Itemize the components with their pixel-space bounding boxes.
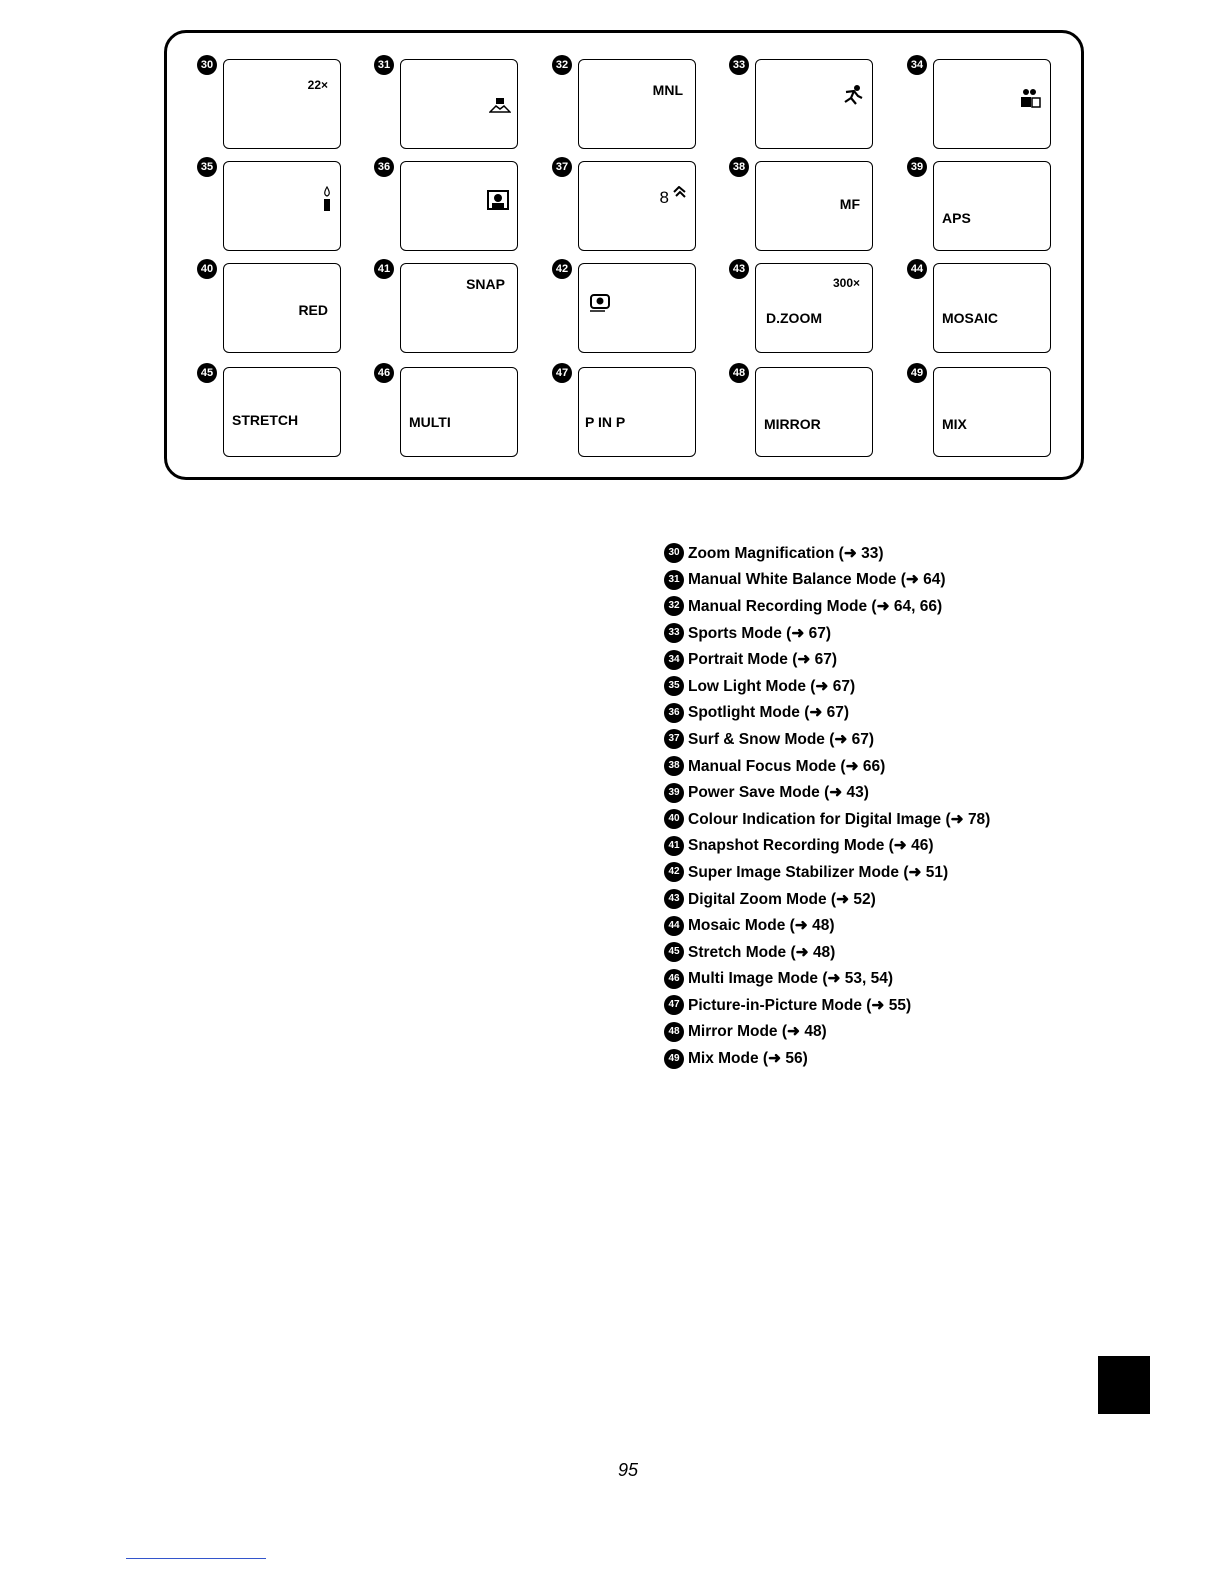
badge-38: 38 — [729, 157, 749, 177]
multi-label: MULTI — [409, 414, 451, 430]
badge-42: 42 — [552, 259, 572, 279]
screen-33 — [755, 59, 873, 149]
legend-text: Stretch Mode (➜ 48) — [688, 943, 836, 961]
legend-text: Super Image Stabilizer Mode (➜ 51) — [688, 863, 949, 881]
screen-31 — [400, 59, 518, 149]
legend-item — [664, 939, 990, 966]
badge-32: 32 — [552, 55, 572, 75]
badge-33: 33 — [729, 55, 749, 75]
legend-text: Portrait Mode (➜ 67) — [688, 651, 838, 669]
legend-badge: 40 — [664, 809, 684, 829]
legend-item — [664, 726, 990, 753]
screen-38 — [755, 161, 873, 251]
legend-text: Snapshot Recording Mode (➜ 46) — [688, 837, 934, 855]
footer-rule — [126, 1558, 266, 1559]
mf-label: MF — [839, 196, 860, 212]
legend-item — [664, 540, 990, 567]
badge-43: 43 — [729, 259, 749, 279]
legend-badge: 49 — [664, 1049, 684, 1069]
mirror-label: MIRROR — [764, 416, 821, 432]
badge-35: 35 — [197, 157, 217, 177]
cell-31 — [374, 55, 546, 155]
legend-item — [664, 806, 990, 833]
badge-46: 46 — [374, 363, 394, 383]
legend-text: Manual Recording Mode (➜ 64, 66) — [688, 597, 943, 615]
legend-badge: 32 — [664, 596, 684, 616]
screen-48 — [755, 367, 873, 457]
legend-item — [664, 1045, 990, 1072]
surf-snow-icon — [673, 186, 687, 200]
legend-text: Multi Image Mode (➜ 53, 54) — [688, 970, 894, 988]
screen-41 — [400, 263, 518, 353]
cell-40 — [197, 259, 369, 359]
cell-36 — [374, 157, 546, 257]
cell-39 — [907, 157, 1079, 257]
legend-text: Spotlight Mode (➜ 67) — [688, 704, 850, 722]
cell-47 — [552, 363, 724, 463]
legend-badge: 34 — [664, 650, 684, 670]
legend-item — [664, 779, 990, 806]
pinp-label: P IN P — [585, 414, 626, 430]
legend-text: Low Light Mode (➜ 67) — [688, 677, 856, 695]
screen-32 — [578, 59, 696, 149]
screen-47 — [578, 367, 696, 457]
cell-45 — [197, 363, 369, 463]
screen-42 — [578, 263, 696, 353]
badge-39: 39 — [907, 157, 927, 177]
legend-badge: 31 — [664, 570, 684, 590]
cell-32 — [552, 55, 724, 155]
screen-39 — [933, 161, 1051, 251]
screen-46 — [400, 367, 518, 457]
legend-item — [664, 646, 990, 673]
legend-text: Surf & Snow Mode (➜ 67) — [688, 730, 875, 748]
badge-34: 34 — [907, 55, 927, 75]
legend-badge: 45 — [664, 942, 684, 962]
red-label: RED — [298, 302, 328, 318]
screen-34 — [933, 59, 1051, 149]
legend-item — [664, 992, 990, 1019]
screen-30 — [223, 59, 341, 149]
screen-35 — [223, 161, 341, 251]
cell-37 — [552, 157, 724, 257]
page-number: 95 — [617, 1460, 639, 1480]
cell-38 — [729, 157, 901, 257]
screen-36 — [400, 161, 518, 251]
mix-label: MIX — [942, 416, 967, 432]
badge-47: 47 — [552, 363, 572, 383]
screen-43 — [755, 263, 873, 353]
stretch-label: STRETCH — [232, 412, 299, 428]
display-indications-panel — [164, 30, 1084, 480]
legend-item — [664, 912, 990, 939]
aps-label: APS — [942, 210, 971, 226]
stabilizer-icon — [589, 294, 611, 312]
badge-36: 36 — [374, 157, 394, 177]
legend-badge: 38 — [664, 756, 684, 776]
legend-badge: 39 — [664, 783, 684, 803]
section-tab-marker — [1098, 1356, 1150, 1414]
snap-label: SNAP — [466, 276, 505, 292]
legend-item — [664, 620, 990, 647]
candle-icon — [322, 186, 332, 212]
screen-40 — [223, 263, 341, 353]
cell-41 — [374, 259, 546, 359]
legend-text: Digital Zoom Mode (➜ 52) — [688, 890, 876, 908]
legend-text: Sports Mode (➜ 67) — [688, 624, 832, 642]
legend-item — [664, 753, 990, 780]
zoom-label: 22× — [307, 78, 328, 92]
cell-30 — [197, 55, 369, 155]
cell-35 — [197, 157, 369, 257]
legend-item — [664, 673, 990, 700]
legend-badge: 42 — [664, 862, 684, 882]
legend-badge: 46 — [664, 969, 684, 989]
dzoom-label: D.ZOOM — [766, 310, 822, 326]
legend-text: Zoom Magnification (➜ 33) — [688, 544, 884, 562]
cell-33 — [729, 55, 901, 155]
legend-badge: 43 — [664, 889, 684, 909]
legend-text: Mirror Mode (➜ 48) — [688, 1023, 827, 1041]
legend-item — [664, 886, 990, 913]
sports-icon — [842, 84, 864, 106]
legend-text: Manual White Balance Mode (➜ 64) — [688, 571, 946, 589]
cell-43 — [729, 259, 901, 359]
legend-item — [664, 567, 990, 594]
legend-item — [664, 966, 990, 993]
surf-snow-label: 8 — [659, 188, 669, 207]
legend-badge: 44 — [664, 916, 684, 936]
portrait-icon — [1020, 88, 1042, 108]
legend-item — [664, 833, 990, 860]
legend-text: Power Save Mode (➜ 43) — [688, 784, 869, 802]
cell-46 — [374, 363, 546, 463]
badge-44: 44 — [907, 259, 927, 279]
spotlight-icon — [487, 190, 509, 210]
legend-item — [664, 859, 990, 886]
legend-badge: 33 — [664, 623, 684, 643]
legend-badge: 36 — [664, 703, 684, 723]
mnl-label: MNL — [652, 82, 683, 98]
cell-44 — [907, 259, 1079, 359]
badge-30: 30 — [197, 55, 217, 75]
badge-37: 37 — [552, 157, 572, 177]
legend-list — [664, 540, 990, 1072]
badge-40: 40 — [197, 259, 217, 279]
badge-45: 45 — [197, 363, 217, 383]
legend-item — [664, 700, 990, 727]
legend-item — [664, 1019, 990, 1046]
legend-badge: 48 — [664, 1022, 684, 1042]
white-balance-icon — [489, 98, 511, 114]
legend-badge: 37 — [664, 729, 684, 749]
badge-41: 41 — [374, 259, 394, 279]
legend-text: Manual Focus Mode (➜ 66) — [688, 757, 886, 775]
dzoom-magnification: 300× — [832, 276, 860, 290]
legend-badge: 30 — [664, 543, 684, 563]
screen-49 — [933, 367, 1051, 457]
mosaic-label: MOSAIC — [942, 310, 998, 326]
legend-text: Colour Indication for Digital Image (➜ 78) — [688, 810, 991, 828]
screen-45 — [223, 367, 341, 457]
legend-text: Mosaic Mode (➜ 48) — [688, 917, 835, 935]
cell-42 — [552, 259, 724, 359]
legend-badge: 35 — [664, 676, 684, 696]
badge-49: 49 — [907, 363, 927, 383]
cell-34 — [907, 55, 1079, 155]
badge-48: 48 — [729, 363, 749, 383]
legend-badge: 41 — [664, 836, 684, 856]
cell-48 — [729, 363, 901, 463]
badge-31: 31 — [374, 55, 394, 75]
legend-text: Picture-in-Picture Mode (➜ 55) — [688, 996, 912, 1014]
screen-37 — [578, 161, 696, 251]
cell-49 — [907, 363, 1079, 463]
legend-badge: 47 — [664, 995, 684, 1015]
screen-44 — [933, 263, 1051, 353]
legend-text: Mix Mode (➜ 56) — [688, 1050, 808, 1068]
legend-item — [664, 593, 990, 620]
